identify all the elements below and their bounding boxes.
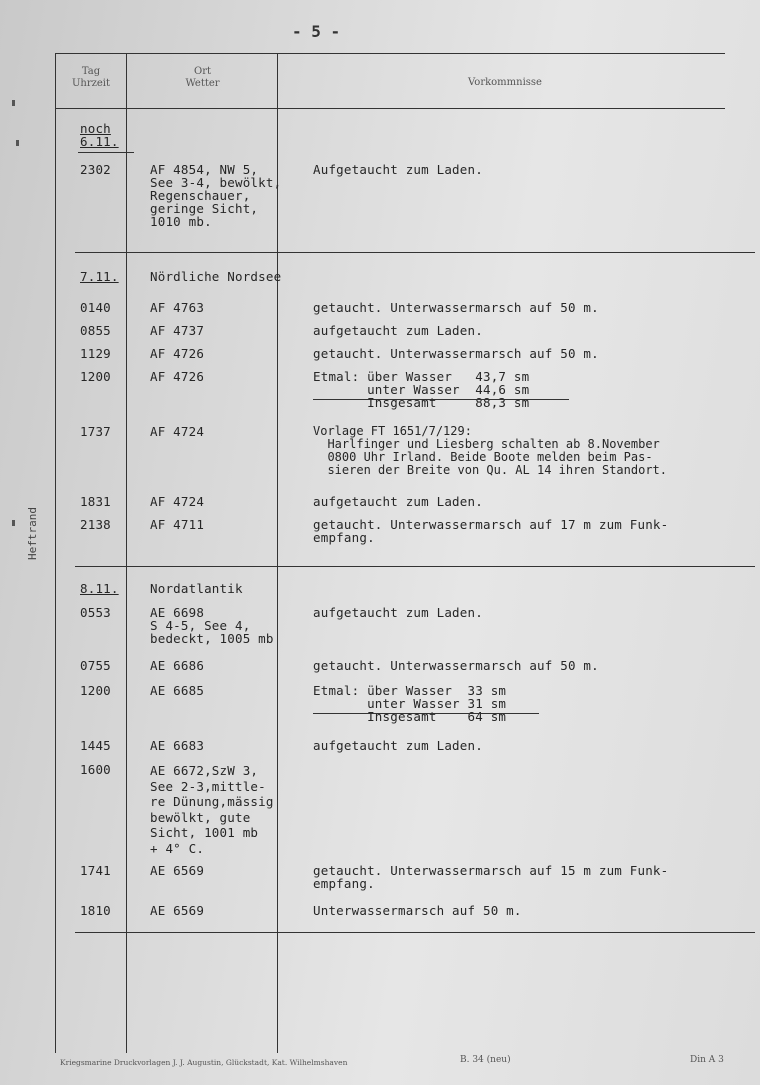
footer-form-number: B. 34 (neu) — [460, 1055, 511, 1065]
place-cell: AF 4726 — [150, 346, 205, 361]
column-rule-left — [55, 53, 56, 1053]
event-cell: getaucht. Unterwassermarsch auf 50 m. — [313, 346, 599, 361]
section-rule-2 — [75, 566, 755, 567]
page-number: - 5 - — [292, 22, 341, 41]
footer-printer: Kriegsmarine Druckvorlagen J. J. Augustin, Glückstadt, Kat. Wilhelmshaven — [60, 1058, 348, 1067]
date-entry: 7.11. — [80, 269, 119, 284]
event-cell: Aufgetaucht zum Laden. — [313, 162, 483, 177]
margin-mark — [16, 140, 19, 146]
time-cell: 1600 — [80, 762, 111, 777]
time-cell: 0553 — [80, 605, 111, 620]
margin-mark — [12, 520, 15, 526]
date-entry: 8.11. — [80, 581, 119, 596]
event-cell: aufgetaucht zum Laden. — [313, 323, 483, 338]
etmal-sum-rule — [313, 399, 569, 400]
event-cell: getaucht. Unterwassermarsch auf 50 m. — [313, 300, 599, 315]
time-cell: 0755 — [80, 658, 111, 673]
header-day: Tag — [81, 66, 101, 77]
etmal-sum-rule — [313, 713, 539, 714]
place-cell: AE 6569 — [150, 863, 205, 878]
time-cell: 0855 — [80, 323, 111, 338]
time-cell: 2138 — [80, 517, 111, 532]
event-cell: Vorlage FT 1651/7/129: Harlfinger und Liesberg schalten ab 8.November 0800 Uhr Irland. Beide Boote melden beim Pas- sieren der Breite von Qu. AL 14 ihren Standort. — [313, 424, 668, 477]
etmal-block: Etmal: über Wasser 43,7 sm unter Wasser 44,6 sm Insgesamt 88,3 sm — [313, 369, 530, 410]
place-cell: AF 4737 — [150, 323, 205, 338]
time-cell: 0140 — [80, 300, 111, 315]
header-day-time — [58, 66, 124, 90]
time-cell: 1445 — [80, 738, 111, 753]
event-cell: getaucht. Unterwassermarsch auf 15 m zum Funk- empfang. — [313, 863, 669, 891]
place-cell: AF 4854, NW 5, See 3-4, bewölkt, Regenschauer, geringe Sicht, 1010 mb. — [150, 162, 282, 229]
place-cell: AF 4726 — [150, 369, 205, 384]
place-cell: AE 6686 — [150, 658, 205, 673]
column-rule-1 — [126, 53, 127, 1053]
header-weather: Wetter — [185, 78, 220, 89]
time-cell: 1831 — [80, 494, 111, 509]
place-cell: AE 6698 S 4-5, See 4, bedeckt, 1005 mb — [150, 605, 274, 646]
event-cell: aufgetaucht zum Laden. — [313, 605, 483, 620]
time-cell: 1810 — [80, 903, 111, 918]
event-cell: aufgetaucht zum Laden. — [313, 738, 483, 753]
date-entry: noch 6.11. — [80, 121, 119, 149]
event-cell: aufgetaucht zum Laden. — [313, 494, 483, 509]
time-cell: 1200 — [80, 369, 111, 384]
header-place-weather — [130, 66, 275, 90]
area-heading: Nördliche Nordsee — [150, 269, 282, 284]
margin-label: Heftrand — [26, 507, 39, 560]
header-events: Vorkommnisse — [468, 77, 542, 88]
event-cell: getaucht. Unterwassermarsch auf 50 m. — [313, 658, 599, 673]
margin-mark — [12, 100, 15, 106]
time-cell: 1741 — [80, 863, 111, 878]
header-time: Uhrzeit — [71, 78, 111, 89]
header-bottom-rule — [55, 108, 725, 109]
event-cell: Unterwassermarsch auf 50 m. — [313, 903, 522, 918]
event-cell: getaucht. Unterwassermarsch auf 17 m zum Funk- empfang. — [313, 517, 669, 545]
time-cell: 1129 — [80, 346, 111, 361]
place-cell: AE 6672,SzW 3, See 2-3,mittle- re Dünung,mässig bewölkt, gute Sicht, 1001 mb + 4° C. — [150, 763, 274, 856]
place-cell: AF 4763 — [150, 300, 205, 315]
header-top-rule — [55, 53, 725, 54]
header-place: Ort — [194, 66, 211, 77]
time-cell: 1737 — [80, 424, 111, 439]
place-cell: AF 4724 — [150, 494, 205, 509]
area-heading: Nordatlantik — [150, 581, 243, 596]
place-cell: AE 6683 — [150, 738, 205, 753]
place-cell: AE 6685 — [150, 683, 205, 698]
place-cell: AF 4724 — [150, 424, 205, 439]
place-cell: AE 6569 — [150, 903, 205, 918]
footer-paper-size: Din A 3 — [690, 1055, 724, 1065]
section-rule-3 — [75, 932, 755, 933]
etmal-block: Etmal: über Wasser 33 sm unter Wasser 31 sm Insgesamt 64 sm — [313, 683, 507, 724]
time-cell: 1200 — [80, 683, 111, 698]
time-cell: 2302 — [80, 162, 111, 177]
place-cell: AF 4711 — [150, 517, 205, 532]
section-rule-1 — [75, 252, 755, 253]
